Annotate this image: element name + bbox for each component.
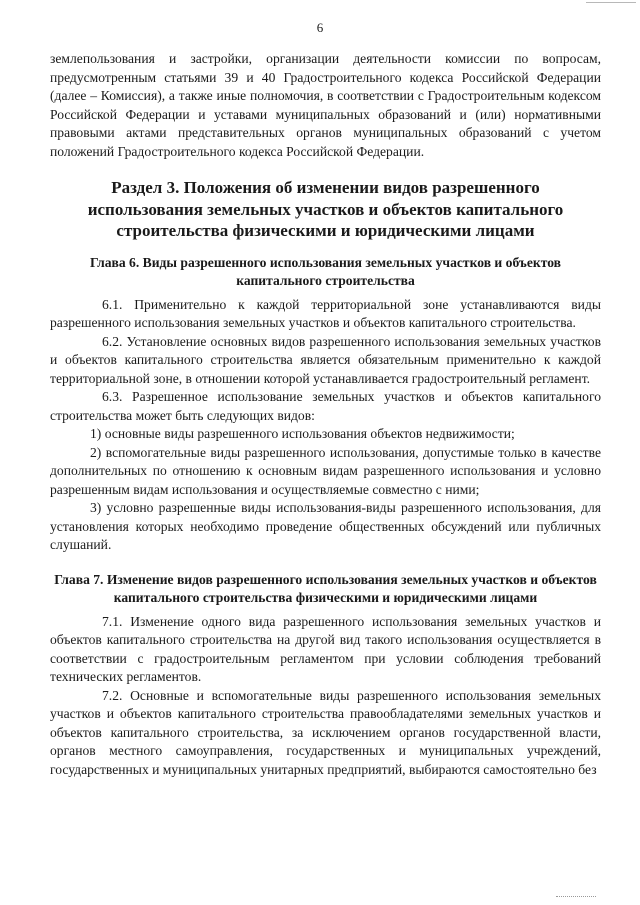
scan-artifact <box>556 896 596 900</box>
paragraph-7-1: 7.1. Изменение одного вида разрешенного использования земельных участков и объектов капитального строительства на другой вид такого использования осуществляется в соответствии с градостроительным регламентом при условии соблюдения требований технических регламентов. <box>50 613 601 684</box>
scan-mark <box>586 2 636 7</box>
paragraph-6-1: 6.1. Применительно к каждой территориальной зоне устанавливаются виды разрешенного использования земельных участков и объектов капитального строительства. <box>50 296 601 330</box>
paragraph-7-2: 7.2. Основные и вспомогательные виды разрешенного использования земельных участков и объектов капитального строительства правообладателями земельных участков и объектов капитального строительства, за исключением органов государственной власти, органов местного самоуправления, государственных и муниципальных учреждений, государственных и муниципальных унитарных предприятий, выбираются самостоятельно без <box>50 687 601 777</box>
list-item-2: 2) вспомогательные виды разрешенного использования, допустимые только в качестве дополнительных по отношению к основным видам разрешенного использования и условно разрешенным видам использования и осуществляемые совместно с ними; <box>50 444 601 497</box>
paragraph-6-2: 6.2. Установление основных видов разрешенного использования земельных участков и объектов капитального строительства является обязательным применительно к каждой территориальной зоне, в отношении которой устанавливается градостроительный регламент. <box>50 333 601 386</box>
page-number: 6 <box>316 20 324 35</box>
chapter-7-title: Глава 7. Изменение видов разрешенного использования земельных участков и объектов капитального строительства физическими и юридическими лицами <box>54 571 597 605</box>
list-item-3: 3) условно разрешенные виды использования-виды разрешенного использования, для установления которых необходимо проведение общественных обсуждений или публичных слушаний. <box>50 500 601 552</box>
section-3-title: Раздел 3. Положения об изменении видов разрешенного использования земельных участков и объектов капитального строительства физическими и юридическими лицами <box>87 178 564 240</box>
list-item-1: 1) основные виды разрешенного использования объектов недвижимости; <box>90 426 515 441</box>
chapter-6-title: Глава 6. Виды разрешенного использования земельных участков и объектов капитального строительства <box>89 254 562 288</box>
intro-paragraph: землепользования и застройки, организации деятельности комиссии по вопросам, предусмотренным статьями 39 и 40 Градостроительного кодекса Российской Федерации (далее – Комиссия), а также иные полномочия, в соответствии с Градостроительным кодексом Российской Федерации и уставами муниципальных образований и (или) нормативными правовыми актами представительных органов муниципальных образований с учетом положений Градостроительного кодекса Российской Федерации. <box>50 51 601 159</box>
paragraph-6-3: 6.3. Разрешенное использование земельных участков и объектов капитального строительства может быть следующих видов: <box>50 389 601 423</box>
page-content <box>50 50 601 779</box>
